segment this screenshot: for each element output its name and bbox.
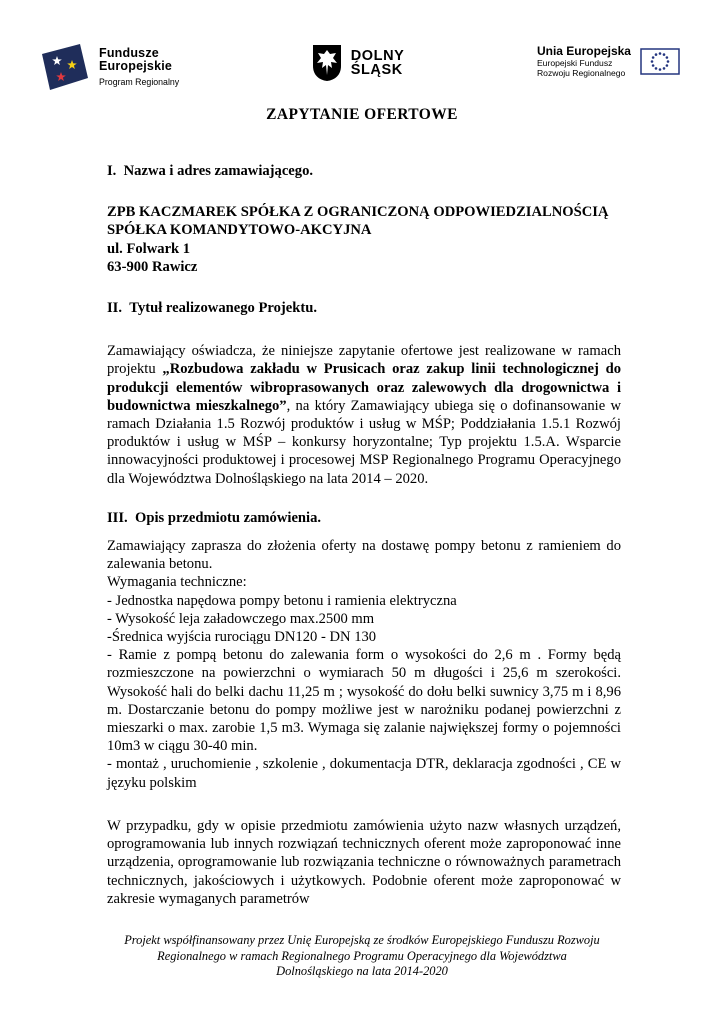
document-body xyxy=(0,162,724,908)
dolny-slask-logo xyxy=(312,44,405,82)
dolny-slask-logo-text xyxy=(351,49,405,77)
document-title: ZAPYTANIE OFERTOWE xyxy=(266,106,458,123)
project-description-paragraph xyxy=(107,342,621,488)
dolny-slask-shield-icon xyxy=(312,44,342,82)
eu-flag-icon xyxy=(640,48,680,75)
offer-intro: Zamawiający zaprasza do złożenia oferty na dostawę pompy betonu z ramieniem do zalewania betonu. xyxy=(107,538,621,573)
spec-line: - Ramie z pompą betonu do zalewania form o wysokości do 2,6 m . Formy będą rozmieszczone na powierzchni o wymiarach 50 m długości i 25,6 m szerokości. Wysokość hali do belki dachu 11,25 m ; wysokość do dołu belki suwnicy 3,75 m i 8,96 m. Dostarczanie betonu do pompy możliwe jest w narożniku podanej powierzchni z mieszarki o max. zarobie 1,5 m3. Wymaga się zalanie największej formy o pojemności 10m3 w ciągu 30-40 min. xyxy=(107,647,621,755)
region-logo-line2: ŚLĄSK xyxy=(350,62,403,78)
company-line: ul. Folwark 1 xyxy=(107,240,191,257)
eu-logo-subtitle-line2: Rozwoju Regionalnego xyxy=(536,68,626,78)
unia-europejska-logo xyxy=(537,44,680,78)
spec-line: - Jednostka napędowa pompy betonu i ramienia elektryczna xyxy=(107,592,457,609)
company-line: SPÓŁKA KOMANDYTOWO-AKCYJNA xyxy=(107,222,372,239)
region-logo-line1: DOLNY xyxy=(350,48,405,64)
section-1-heading: I. Nazwa i adres zamawiającego. xyxy=(107,163,314,179)
project-paragraph-tail: , na który Zamawiający ubiega się o dofinansowanie w ramach Działania 1.5 Rozwój produktów i usług w MŚP; Poddziałania 1.5.1 Rozwój produktów i usług w MŚP – konkursy horyzontalne; Typ projektu 1.5.A. Wsparcie innowacyjności produktowej i procesowej MSP Regionalnego Programu Operacyjnego dla Województwa Dolnośląskiego na lata 2014 – 2020. xyxy=(107,397,621,487)
company-line: 63-900 Rawicz xyxy=(107,258,198,275)
funds-logo-title-line2: Europejskie xyxy=(99,59,173,73)
eu-logo-subtitle-line1: Europejski Fundusz xyxy=(536,58,613,68)
project-title-bold: „Rozbudowa zakładu w Prusicach oraz zakup linii technologicznej do produkcji elementów wibroprasowanych oraz zalewowych dla drogownictwa i budownictwa mieszkalnego” xyxy=(107,361,621,414)
spec-line: - Wysokość leja załadowczego max.2500 mm xyxy=(107,610,375,627)
eu-logo-text xyxy=(537,44,631,78)
section-2-heading: II. Tytuł realizowanego Projektu. xyxy=(107,300,317,317)
eu-logo-title: Unia Europejska xyxy=(536,44,631,58)
closing-paragraph: W przypadku, gdy w opisie przedmiotu zamówienia użyto nazw własnych urządzeń, oprogramowania lub innych rozwiązań technicznych oferent może zaproponować inne urządzenia, oprogramowanie lub rozwiązania techniczne o równoważnych parametrach technicznych, jakościowych i użytkowych. Podobnie oferent może zaproponować w zakresie wymaganych parametrów xyxy=(107,817,621,907)
logo-header xyxy=(0,0,724,90)
spec-line: -Średnica wyjścia rurociągu DN120 - DN 130 xyxy=(107,629,377,646)
fundusze-europejskie-logo xyxy=(42,44,179,90)
spec-line: - montaż , uruchomienie , szkolenie , dokumentacja DTR, deklaracja zgodności , CE w języku polskim xyxy=(107,756,621,791)
company-address-block xyxy=(107,203,621,276)
project-paragraph-lead: Zamawiający oświadcza, że niniejsze zapytanie ofertowe jest realizowane w ramach projektu xyxy=(107,343,621,378)
funds-logo-subtitle: Program Regionalny xyxy=(99,77,180,87)
section-3-heading: III. Opis przedmiotu zamówienia. xyxy=(107,509,322,526)
funds-logo-title-line1: Fundusze xyxy=(99,46,159,60)
fundusze-europejskie-flag-icon xyxy=(42,44,90,90)
company-line: ZPB KACZMAREK SPÓŁKA Z OGRANICZONĄ ODPOWIEDZIALNOŚCIĄ xyxy=(107,204,609,221)
requirements-label: Wymagania techniczne: xyxy=(107,574,247,591)
footer-note: Projekt współfinansowany przez Unię Europejską ze środków Europejskiego Funduszu Rozwoju Regionalnego w ramach Regionalnego Programu Operacyjnego dla Województwa Dolnośląskiego na lata 2014-2020 xyxy=(124,933,600,979)
funds-logo-text xyxy=(99,47,179,87)
